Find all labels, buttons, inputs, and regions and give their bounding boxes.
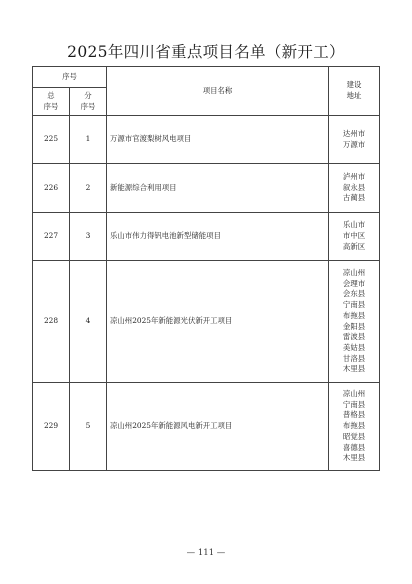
table-row xyxy=(33,116,380,164)
location-line: 市中区 xyxy=(342,231,366,241)
location-line: 雷波县 xyxy=(342,332,366,342)
location-line: 万源市 xyxy=(342,139,366,149)
location-line: 金阳县 xyxy=(342,321,366,331)
location-line: 宁南县 xyxy=(342,300,366,310)
location-line: 木里县 xyxy=(342,453,366,463)
total-serial-cell: 227 xyxy=(33,213,70,261)
location-cell xyxy=(329,116,380,164)
project-name-cell: 新能源综合利用项目 xyxy=(107,164,329,213)
location-cell xyxy=(329,261,380,383)
sub-serial-cell: 3 xyxy=(70,213,107,261)
header-sub-serial xyxy=(70,88,107,116)
header-serial-group: 序号 xyxy=(33,67,107,88)
location-cell xyxy=(329,164,380,213)
sub-serial-cell: 1 xyxy=(70,116,107,164)
table-row xyxy=(33,164,380,213)
location-line: 高新区 xyxy=(342,241,366,251)
header-project-name: 项目名称 xyxy=(107,67,329,116)
table-row xyxy=(33,383,380,471)
location-line: 木里县 xyxy=(342,364,366,374)
location-line: 叙永县 xyxy=(342,182,366,192)
table-row xyxy=(33,213,380,261)
location-cell xyxy=(329,213,380,261)
project-name-cell: 万源市官渡梨树风电项目 xyxy=(107,116,329,164)
location-line: 凉山州 xyxy=(342,267,366,277)
location-line: 会东县 xyxy=(342,289,366,299)
location-line: 普格县 xyxy=(342,410,366,420)
location-line: 喜德县 xyxy=(342,442,366,452)
location-line: 布拖县 xyxy=(342,421,366,431)
location-line: 乐山市 xyxy=(342,220,366,230)
location-line: 布拖县 xyxy=(342,310,366,320)
total-serial-cell: 228 xyxy=(33,261,70,383)
sub-serial-cell: 4 xyxy=(70,261,107,383)
location-line: 会理市 xyxy=(342,278,366,288)
header-location xyxy=(329,67,380,116)
project-table xyxy=(32,66,380,471)
page-title: 2025年四川省重点项目名单（新开工） xyxy=(67,43,345,61)
page-number: — 111 — xyxy=(186,548,226,558)
location-cell xyxy=(329,383,380,471)
header-sub-serial-text: 分 序号 xyxy=(80,90,96,111)
total-serial-cell: 226 xyxy=(33,164,70,213)
header-location-text: 建设 地址 xyxy=(346,80,362,100)
table-row xyxy=(33,261,380,383)
location-line: 达州市 xyxy=(342,128,366,138)
project-name-cell: 凉山州2025年新能源风电新开工项目 xyxy=(107,383,329,471)
location-line: 泸州市 xyxy=(342,171,366,181)
header-total-serial xyxy=(33,88,70,116)
location-line: 昭觉县 xyxy=(342,431,366,441)
project-name-cell: 凉山州2025年新能源光伏新开工项目 xyxy=(107,261,329,383)
location-line: 古蔺县 xyxy=(342,193,366,203)
total-serial-cell: 229 xyxy=(33,383,70,471)
sub-serial-cell: 5 xyxy=(70,383,107,471)
location-line: 凉山州 xyxy=(342,388,366,398)
location-line: 甘洛县 xyxy=(342,353,366,363)
total-serial-cell: 225 xyxy=(33,116,70,164)
project-name-cell: 乐山市伟力得钒电池新型储能项目 xyxy=(107,213,329,261)
sub-serial-cell: 2 xyxy=(70,164,107,213)
location-line: 美姑县 xyxy=(342,342,366,352)
header-total-serial-text: 总 序号 xyxy=(43,90,59,111)
location-line: 宁南县 xyxy=(342,399,366,409)
